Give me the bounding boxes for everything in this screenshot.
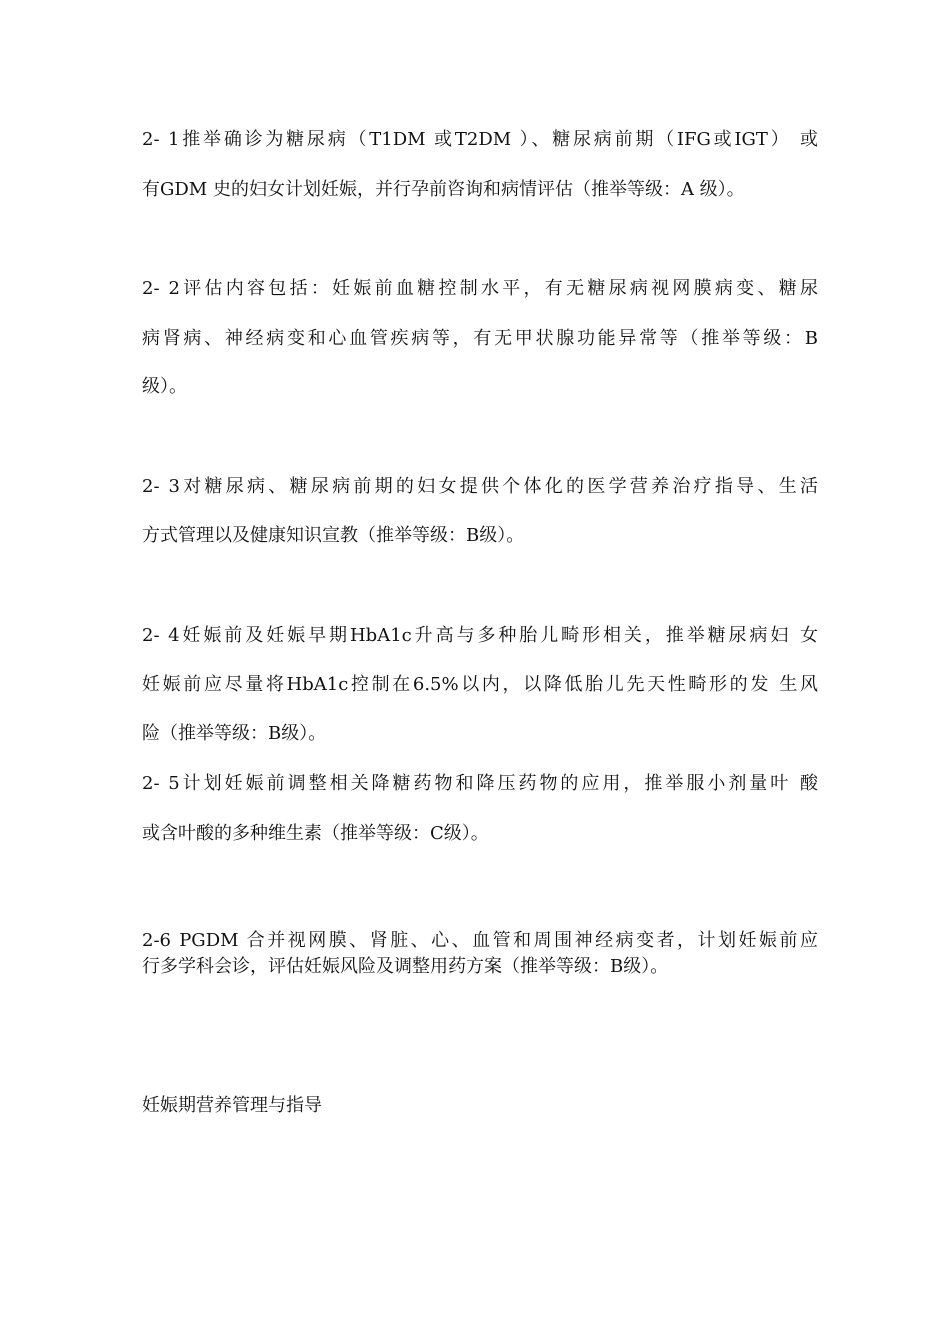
recommendation-2-1-line-2: 有GDM 史的妇女计划妊娠，并行孕前咨询和病情评估（推举等级：A 级）。 xyxy=(142,179,745,200)
section-heading: 妊娠期营养管理与指导 xyxy=(142,1095,322,1116)
recommendation-2-2-line-1: 2- 2评估内容包括：妊娠前血糖控制水平，有无糖尿病视网膜病变、糖尿 xyxy=(142,278,818,299)
recommendation-2-6-line-1: 2-6 PGDM 合并视网膜、肾脏、心、血管和周围神经病变者，计划妊娠前应 xyxy=(142,930,818,951)
recommendation-2-1-line-1: 2- 1推举确诊为糖尿病（T1DM 或T2DM ）、糖尿病前期（IFG或IGT） 或 xyxy=(142,129,818,150)
recommendation-2-5-line-2: 或含叶酸的多种维生素（推举等级：C级）。 xyxy=(142,823,489,844)
recommendation-2-4-line-1: 2- 4妊娠前及妊娠早期HbA1c升高与多种胎儿畸形相关，推举糖尿病妇 女 xyxy=(142,625,818,646)
recommendation-2-4-line-3: 险（推举等级：B级）。 xyxy=(142,723,327,744)
recommendation-2-5-line-1: 2- 5计划妊娠前调整相关降糖药物和降压药物的应用，推举服小剂量叶 酸 xyxy=(142,773,818,794)
recommendation-2-4-line-2: 妊娠前应尽量将HbA1c控制在6.5%以内，以降低胎儿先天性畸形的发 生风 xyxy=(142,674,818,695)
recommendation-2-2-line-3: 级）。 xyxy=(142,376,187,397)
recommendation-2-6-line-2: 行多学科会诊，评估妊娠风险及调整用药方案（推举等级：B级）。 xyxy=(142,956,669,977)
recommendation-2-3-line-1: 2- 3对糖尿病、糖尿病前期的妇女提供个体化的医学营养治疗指导、生活 xyxy=(142,476,818,497)
recommendation-2-2-line-2: 病肾病、神经病变和心血管疾病等，有无甲状腺功能异常等（推举等级：B xyxy=(142,328,818,349)
recommendation-2-3-line-2: 方式管理以及健康知识宣教（推举等级：B级）。 xyxy=(142,525,525,546)
